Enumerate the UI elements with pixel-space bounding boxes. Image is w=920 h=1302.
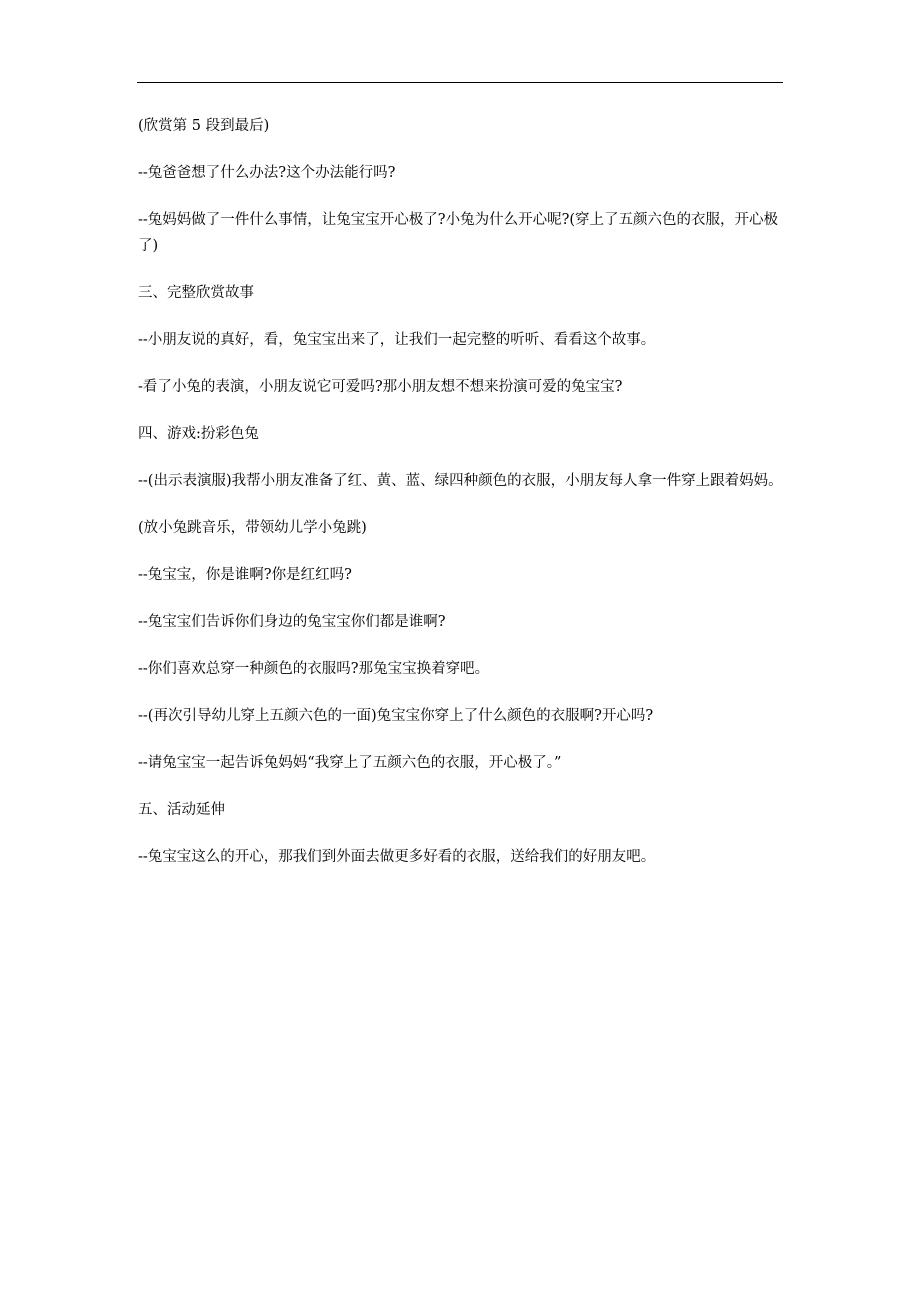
paragraph-11: --兔宝宝们告诉你们身边的兔宝宝你们都是谁啊? xyxy=(138,614,446,630)
paragraph-12: --你们喜欢总穿一种颜色的衣服吗?那兔宝宝换着穿吧。 xyxy=(138,661,490,677)
paragraph-1: (欣赏第 5 段到最后) xyxy=(138,118,270,134)
paragraph-9: (放小兔跳音乐，带领幼儿学小兔跳) xyxy=(138,520,367,536)
section-heading-4: 四、游戏:扮彩色兔 xyxy=(138,426,259,442)
section-heading-5: 五、活动延伸 xyxy=(138,802,225,818)
paragraph-14: --请兔宝宝一起告诉兔妈妈“我穿上了五颜六色的衣服，开心极了。” xyxy=(138,755,562,771)
section-heading-3: 三、完整欣赏故事 xyxy=(138,285,254,301)
paragraph-13: --(再次引导幼儿穿上五颜六色的一面)兔宝宝你穿上了什么颜色的衣服啊?开心吗? xyxy=(138,708,654,724)
paragraph-3: --兔妈妈做了一件什么事情，让兔宝宝开心极了?小兔为什么开心呢?(穿上了五颜六色的衣服，开心极了) xyxy=(138,212,778,254)
document-body xyxy=(138,113,786,891)
paragraph-10: --兔宝宝，你是谁啊?你是红红吗? xyxy=(138,567,352,583)
header-rule xyxy=(137,82,783,83)
paragraph-8: --(出示表演服)我帮小朋友准备了红、黄、蓝、绿四种颜色的衣服，小朋友每人拿一件穿上跟着妈妈。 xyxy=(138,473,783,489)
paragraph-5: --小朋友说的真好，看，兔宝宝出来了，让我们一起完整的听听、看看这个故事。 xyxy=(138,332,656,348)
paragraph-2: --兔爸爸想了什么办法?这个办法能行吗? xyxy=(138,165,396,181)
paragraph-16: --兔宝宝这么的开心，那我们到外面去做更多好看的衣服，送给我们的好朋友吧。 xyxy=(138,849,656,865)
paragraph-6: -看了小兔的表演，小朋友说它可爱吗?那小朋友想不想来扮演可爱的兔宝宝? xyxy=(138,379,623,395)
